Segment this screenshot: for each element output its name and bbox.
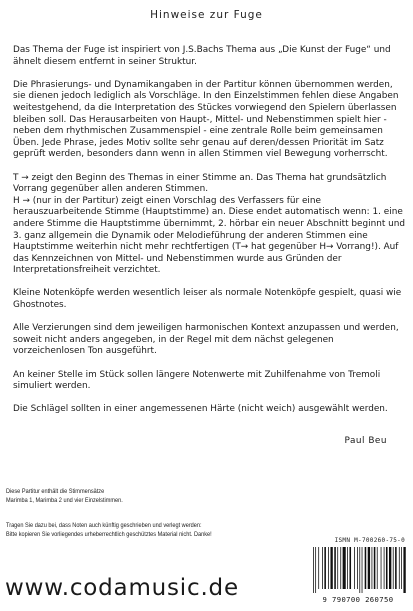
notes-body bbox=[13, 45, 407, 428]
barcode-bar bbox=[401, 547, 402, 589]
barcode-bar bbox=[354, 547, 355, 589]
barcode-bar bbox=[381, 547, 382, 589]
barcode-bar bbox=[328, 547, 329, 589]
footnote-scores bbox=[6, 488, 123, 505]
paragraph-ornaments: Alle Verzierungen sind dem jeweiligen harmonischen Kontext anzupassen und werden, soweit nicht anders angegeben, in der Regel mit dem nächst gelegenen vorzeichenlosen Ton ausgeführt. bbox=[13, 323, 399, 357]
barcode-bar bbox=[386, 547, 388, 589]
barcode-bar bbox=[313, 547, 314, 593]
paragraph-phrasing: Die Phrasierungs- und Dynamikangaben in der Partitur können übernommen werden, sie dienen jedoch lediglich als Vorschläge. In den Einzelstimmen fehlen diese Angaben weitestgehend, da die Interpretation des Stückes vorwiegend den Spielern überlassen bleiben soll. Das Herausarbeiten von Haupt-, Mittel- und Nebenstimmen spielt hier - neben dem rhythmischen Zusammenspiel - eine zentrale Rolle beim gemeinsamen Üben. Jede Phrase, jedes Motiv sollte sehr genau auf deren/dessen Priorität im Satz geprüft werden, besonders dann wenn in allen Stimmen viel Bewegung vorherrscht. bbox=[13, 79, 399, 160]
author-name: Paul Beu bbox=[344, 436, 387, 446]
barcode-bar bbox=[330, 547, 332, 589]
paragraph-theme: Das Thema der Fuge ist inspiriert von J.S.Bachs Thema aus „Die Kunst der Fuge“ und ähnelt diesem entfernt in seiner Struktur. bbox=[13, 45, 391, 67]
barcode-bar bbox=[399, 547, 400, 589]
barcode-bar bbox=[368, 547, 370, 589]
website-url: www.codamusic.de bbox=[5, 575, 239, 601]
barcode-bar bbox=[393, 547, 394, 589]
barcode-bar bbox=[374, 547, 376, 589]
barcode-number: 9 790700 260750 bbox=[322, 595, 394, 604]
barcode-bar bbox=[362, 547, 363, 593]
paragraph-markings: T → zeigt den Beginn des Themas in einer Stimme an. Das Thema hat grundsätzlich Vorrang gegenüber allen anderen Stimmen. H → (nur in der Partitur) zeigt einen Vorschlag des Verfassers für eine herauszuarbeitende Stimme (Hauptstimme) an. Diese endet automatisch wenn: 1. eine andere Stimme die Hauptstimme übernimmt, 2. hörbar ein neuer Abschnitt beginnt und 3. ganz allgemein die Dynamik oder Melodieführung der anderen Stimmen eine Hauptstimme weiterhin nicht mehr rechtfertigen (T→ hat gegenüber H→ Vorrang!). Auf das Kennzeichnen von Mittel- und Nebenstimmen wurde aus Gründen der Interpretationsfreiheit verzichtet. bbox=[13, 172, 406, 276]
barcode-bar bbox=[384, 547, 385, 589]
ismn-label: ISMN M-700260-75-0 bbox=[334, 537, 405, 544]
footnote-line: Tragen Sie dazu bei, dass Noten auch künftig geschrieben und verlegt werden: bbox=[6, 522, 202, 529]
barcode-bar bbox=[324, 547, 326, 589]
barcode-bar bbox=[343, 547, 346, 589]
barcode-bar bbox=[334, 547, 336, 589]
barcode-bar bbox=[389, 547, 391, 589]
barcode-bar bbox=[322, 547, 323, 589]
footnote-line: Bitte kopieren Sie vorliegendes urheberrechtlich geschütztes Material nicht. Danke! bbox=[6, 530, 212, 538]
barcode-bar bbox=[349, 547, 351, 589]
footnote-line: Diese Partitur enthält die Stimmensätze bbox=[6, 488, 105, 495]
barcode-bar bbox=[347, 547, 348, 589]
paragraph-noteheads: Kleine Notenköpfe werden wesentlich leiser als normale Notenköpfe gespielt, quasi wie Ghostnotes. bbox=[13, 288, 402, 311]
barcode-bar bbox=[337, 547, 338, 589]
barcode-bar bbox=[357, 547, 358, 589]
barcode-bar bbox=[340, 547, 341, 589]
barcode-bar bbox=[372, 547, 373, 589]
barcode-bar bbox=[403, 547, 405, 593]
barcode-bar bbox=[318, 547, 319, 589]
barcode-bar bbox=[315, 547, 316, 593]
footnote-copyright bbox=[6, 522, 212, 539]
paragraph-mallets: Die Schlägel sollten in einer angemessenen Härte (nicht weich) ausgewählt werden. bbox=[13, 404, 388, 415]
barcode-bar bbox=[359, 547, 360, 593]
paragraph-tremoli: An keiner Stelle im Stück sollen längere Notenwerte mit Zuhilfenahme von Tremoli simuliert werden. bbox=[13, 369, 381, 392]
barcode-bar bbox=[377, 547, 378, 589]
barcode-bar bbox=[365, 547, 367, 589]
page-title: Hinweise zur Fuge bbox=[150, 9, 263, 21]
barcode-image bbox=[311, 547, 406, 593]
barcode-bar bbox=[395, 547, 397, 589]
footnote-line: Marimba 1, Marimba 2 und vier Einzelstimmen. bbox=[6, 496, 123, 504]
